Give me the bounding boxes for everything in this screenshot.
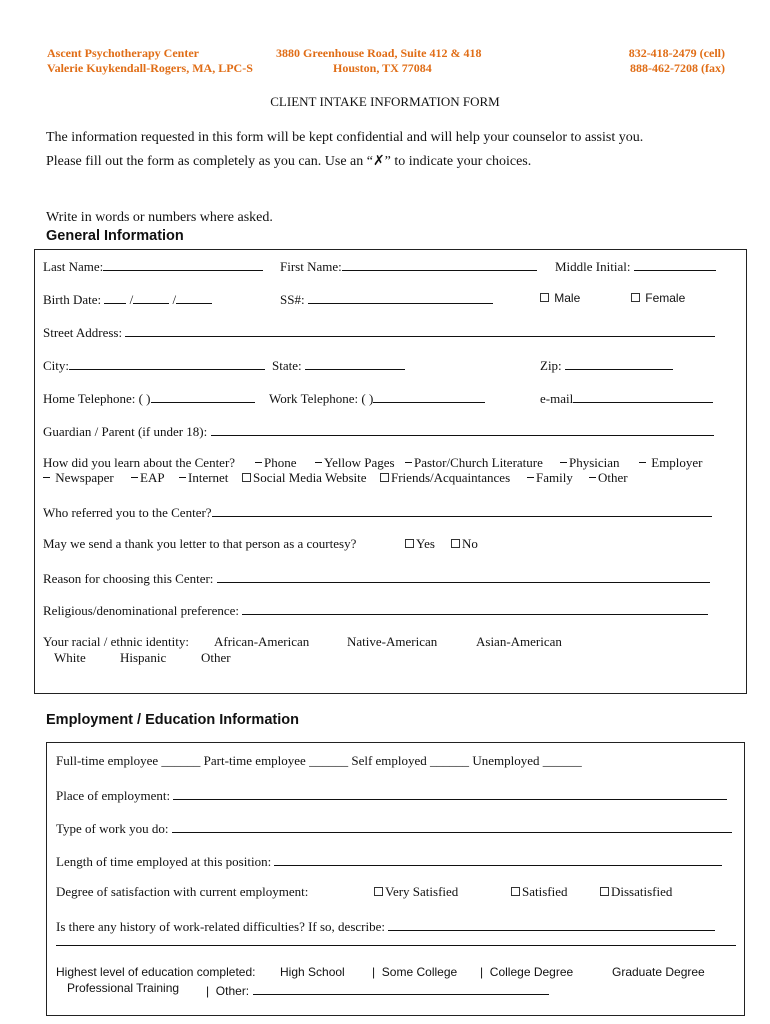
very-satisfied-checkbox[interactable] bbox=[374, 887, 383, 896]
satisfaction-option-very-satisfied: Very Satisfied bbox=[385, 884, 459, 899]
intro-line-3: Write in words or numbers where asked. bbox=[46, 210, 273, 225]
education-option-other[interactable]: Other: bbox=[215, 984, 250, 998]
education-option-high-school[interactable]: High School bbox=[280, 965, 345, 979]
guardian-field[interactable] bbox=[211, 422, 714, 436]
learn-option-other[interactable]: Other bbox=[598, 470, 628, 485]
center-name: Ascent Psychotherapy Center bbox=[47, 46, 199, 60]
birth-date-label: Birth Date: bbox=[43, 292, 102, 307]
zip-label: Zip: bbox=[540, 358, 562, 373]
reason-field[interactable] bbox=[217, 569, 710, 583]
racial-option-hispanic[interactable]: Hispanic bbox=[120, 650, 167, 665]
yes-label: Yes bbox=[416, 536, 435, 551]
unemployed-option[interactable]: Unemployed ______ bbox=[472, 753, 582, 768]
self-employed-option[interactable]: Self employed ______ bbox=[351, 753, 470, 768]
cell-phone: 832-418-2479 (cell) bbox=[628, 46, 725, 60]
intro-line-2: Please fill out the form as completely as you can. Use an “✗” to indicate your choices. bbox=[46, 154, 532, 169]
education-other-field[interactable] bbox=[253, 981, 549, 995]
no-label: No bbox=[462, 536, 478, 551]
ssn-label: SS#: bbox=[280, 292, 305, 307]
referred-label: Who referred you to the Center? bbox=[43, 505, 212, 520]
length-employed-field[interactable] bbox=[274, 852, 722, 866]
home-phone-field[interactable] bbox=[151, 389, 255, 403]
thank-you-question: May we send a thank you letter to that person as a courtesy? bbox=[43, 536, 357, 551]
email-field[interactable] bbox=[573, 389, 713, 403]
no-checkbox[interactable] bbox=[451, 539, 460, 548]
middle-initial-label: Middle Initial: bbox=[555, 259, 631, 274]
birth-year-field[interactable] bbox=[176, 290, 212, 304]
education-option-college-degree[interactable]: College Degree bbox=[489, 965, 574, 979]
satisfaction-option-dissatisfied: Dissatisfied bbox=[611, 884, 673, 899]
history-question: Is there any history of work-related difficulties? If so, describe: bbox=[56, 919, 385, 934]
guardian-label: Guardian / Parent (if under 18): bbox=[43, 424, 208, 439]
learn-option-eap[interactable]: EAP bbox=[140, 470, 165, 485]
full-time-option[interactable]: Full-time employee ______ bbox=[56, 753, 201, 768]
middle-initial-field[interactable] bbox=[634, 257, 716, 271]
learn-option-pastor-church[interactable]: Pastor/Church Literature bbox=[414, 455, 543, 470]
learn-option-internet[interactable]: Internet bbox=[188, 470, 229, 485]
racial-option-african-american[interactable]: African-American bbox=[214, 634, 310, 649]
social-media-checkbox[interactable] bbox=[242, 473, 251, 482]
religious-label: Religious/denominational preference: bbox=[43, 603, 240, 618]
education-option-professional-training[interactable]: Professional Training bbox=[67, 981, 180, 995]
female-label: Female bbox=[645, 291, 686, 305]
yes-checkbox[interactable] bbox=[405, 539, 414, 548]
history-field-line-2[interactable] bbox=[56, 945, 736, 946]
address-line-2: Houston, TX 77084 bbox=[333, 61, 432, 75]
fax-number: 888-462-7208 (fax) bbox=[630, 61, 725, 75]
place-employment-field[interactable] bbox=[173, 786, 727, 800]
form-title: CLIENT INTAKE INFORMATION FORM bbox=[270, 94, 500, 109]
last-name-label: Last Name: bbox=[43, 259, 104, 274]
first-name-field[interactable] bbox=[342, 257, 537, 271]
friends-checkbox[interactable] bbox=[380, 473, 389, 482]
home-phone-label: Home Telephone: ( ) bbox=[43, 391, 151, 406]
email-label: e-mail bbox=[540, 391, 574, 406]
employment-info-title: Employment / Education Information bbox=[46, 712, 299, 728]
dissatisfied-checkbox[interactable] bbox=[600, 887, 609, 896]
last-name-field[interactable] bbox=[103, 257, 263, 271]
zip-field[interactable] bbox=[565, 356, 673, 370]
learn-option-yellow-pages[interactable]: Yellow Pages bbox=[324, 455, 395, 470]
birth-day-field[interactable] bbox=[133, 290, 169, 304]
education-option-graduate-degree[interactable]: Graduate Degree bbox=[612, 965, 705, 979]
type-work-field[interactable] bbox=[172, 819, 732, 833]
racial-option-asian-american[interactable]: Asian-American bbox=[476, 634, 562, 649]
learn-option-physician[interactable]: Physician bbox=[569, 455, 620, 470]
learn-option-friends[interactable]: Friends/Acquaintances bbox=[391, 470, 511, 485]
history-field[interactable] bbox=[388, 917, 715, 931]
racial-option-white[interactable]: White bbox=[54, 650, 86, 665]
reason-label: Reason for choosing this Center: bbox=[43, 571, 214, 586]
female-checkbox[interactable] bbox=[631, 293, 640, 302]
learn-question: How did you learn about the Center? bbox=[43, 455, 236, 470]
racial-option-native-american[interactable]: Native-American bbox=[347, 634, 438, 649]
learn-option-family[interactable]: Family bbox=[536, 470, 573, 485]
education-option-some-college[interactable]: Some College bbox=[381, 965, 458, 979]
city-label: City: bbox=[43, 358, 70, 373]
city-field[interactable] bbox=[69, 356, 265, 370]
intro-line-1: The information requested in this form will be kept confidential and will help your counselor to assist you. bbox=[46, 130, 644, 145]
work-phone-label: Work Telephone: ( ) bbox=[269, 391, 374, 406]
place-employment-label: Place of employment: bbox=[56, 788, 171, 803]
street-label: Street Address: bbox=[43, 325, 123, 340]
learn-option-newspaper[interactable]: Newspaper bbox=[55, 470, 114, 485]
birth-month-field[interactable] bbox=[104, 290, 126, 304]
employment-info-box: Full-time employee ______ Part-time employee ______ Self employed ______ Unemployed ______ Place of employment: Type of work you do: Length of time employed at this position: Degree of satisfaction with current employment: Very Satisfied Satisfied Dissatisfied Is there any history of work-related difficulties? If so, describe: Highest level of education completed: High School | Some College | College Degree Graduate Degree Professional Training | Other: bbox=[46, 742, 745, 1016]
street-field[interactable] bbox=[125, 323, 715, 337]
religious-field[interactable] bbox=[242, 601, 708, 615]
state-label: State: bbox=[272, 358, 302, 373]
length-employed-label: Length of time employed at this position: bbox=[56, 854, 272, 869]
learn-option-phone[interactable]: Phone bbox=[264, 455, 297, 470]
work-phone-field[interactable] bbox=[373, 389, 485, 403]
learn-option-employer[interactable]: Employer bbox=[651, 455, 703, 470]
racial-question: Your racial / ethnic identity: bbox=[43, 634, 189, 649]
education-question: Highest level of education completed: bbox=[56, 965, 256, 979]
racial-option-other[interactable]: Other bbox=[201, 650, 231, 665]
referred-field[interactable] bbox=[212, 503, 712, 517]
address-line-1: 3880 Greenhouse Road, Suite 412 & 418 bbox=[276, 46, 482, 60]
satisfaction-option-satisfied: Satisfied bbox=[522, 884, 568, 899]
counselor-name: Valerie Kuykendall-Rogers, MA, LPC-S bbox=[47, 61, 253, 75]
general-info-title: General Information bbox=[46, 228, 184, 244]
male-checkbox[interactable] bbox=[540, 293, 549, 302]
state-field[interactable] bbox=[305, 356, 405, 370]
ssn-field[interactable] bbox=[308, 290, 493, 304]
general-info-box: Last Name: First Name: Middle Initial: Birth Date: / / SS#: Male Female Street Address: City: State: Zip: Home Telephone: ( ) Work Telephone: ( ) e-mail Guardian / Parent (if under 18): How did you learn about the Center? Phone Yellow Pages Pastor/Church Literature Physician Employer Newspaper EAP Internet Social Media Website Friends/Acquaintances Family Other Who referred you to the Center? May we send a thank you letter to that person as a courtesy? Yes No Reason for choosing this Center: Religious/denominational preference: Your racial / ethnic identity: African-American Native-American Asian-American White Hispanic Other bbox=[34, 249, 747, 694]
satisfied-checkbox[interactable] bbox=[511, 887, 520, 896]
part-time-option[interactable]: Part-time employee ______ bbox=[203, 753, 349, 768]
first-name-label: First Name: bbox=[280, 259, 342, 274]
learn-option-social-media[interactable]: Social Media Website bbox=[253, 470, 367, 485]
male-label: Male bbox=[554, 291, 581, 305]
type-work-label: Type of work you do: bbox=[56, 821, 169, 836]
satisfaction-question: Degree of satisfaction with current employment: bbox=[56, 884, 309, 899]
